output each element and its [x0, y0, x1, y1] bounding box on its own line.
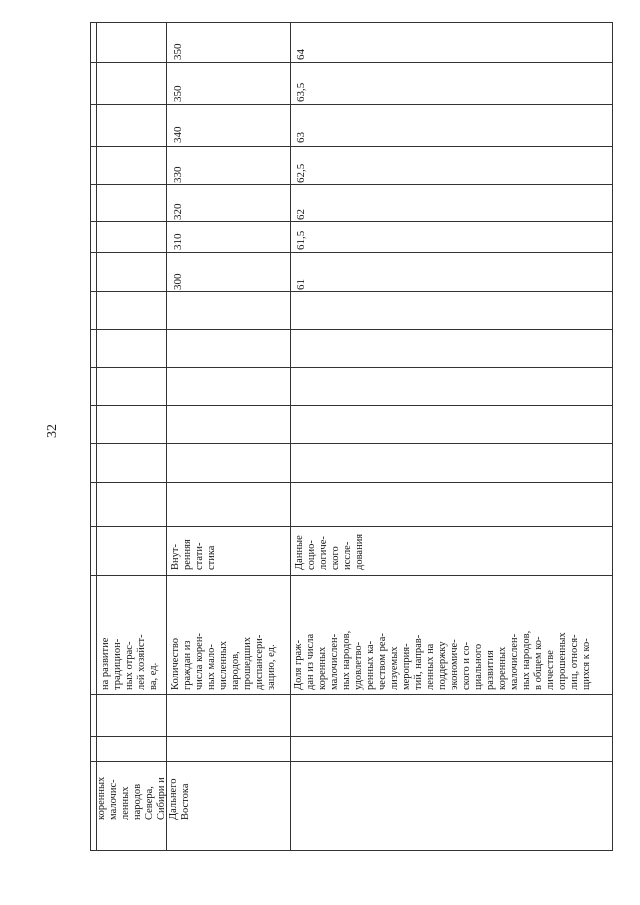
- row3-value: 62,5: [295, 163, 307, 183]
- row3-value: 61,5: [295, 230, 307, 250]
- row-line-4: [90, 184, 613, 185]
- row-line-9: [90, 367, 613, 368]
- row2-value: 310: [172, 233, 184, 250]
- row3-value: 63,5: [295, 82, 307, 102]
- row2-value: 320: [172, 203, 184, 220]
- row-line-8: [90, 329, 613, 330]
- row2-value: 330: [172, 166, 184, 183]
- row-line-17: [90, 761, 613, 762]
- row1-indicator: на развитие традицион- ных отрас- лей хозяйст- ва, ед.: [100, 634, 159, 690]
- row-line-2: [90, 104, 613, 105]
- row-line-16: [90, 736, 613, 737]
- row2-source: Внут- ренняя стати- стика: [170, 539, 217, 570]
- row-line-10: [90, 405, 613, 406]
- row-line-7: [90, 291, 613, 292]
- row-line-15: [90, 694, 613, 695]
- table-border-top: [90, 22, 613, 23]
- row2-value: 300: [172, 273, 184, 290]
- row-line-13: [90, 526, 613, 527]
- table-border-bottom: [90, 850, 613, 851]
- row-line-5: [90, 221, 613, 222]
- row2-value: 350: [172, 43, 184, 60]
- row2-indicator: Количество граждан из числа корен- ных мало- численных народов, прошедших диспансери- зацию, ед.: [170, 633, 277, 690]
- row-line-14: [90, 575, 613, 576]
- row-line-12: [90, 482, 613, 483]
- row3-value: 61: [295, 279, 307, 290]
- row-line-6: [90, 252, 613, 253]
- row3-value: 64: [295, 49, 307, 60]
- row3-value: 63: [295, 132, 307, 143]
- row2-value: 350: [172, 85, 184, 102]
- col-a-title: коренных малочис- ленных народов Севера, Сибири и Дальнего Востока: [96, 776, 191, 820]
- row3-value: 62: [295, 209, 307, 220]
- row-line-11: [90, 443, 613, 444]
- row-line-3: [90, 146, 613, 147]
- page-number: 32: [45, 424, 60, 438]
- row3-indicator: Доля граж- дан из числа коренных малочислен- ных народов, удовлетво- ренных ка- чеством реа- лизуемых мероприя- тий, направ- ленных на поддержку экономиче- ского и со- циального развития коренных малочислен- ных народов, в общем ко- личестве опрошенных лиц, относя- щихся к ко-: [293, 630, 592, 690]
- row-line-1: [90, 62, 613, 63]
- row2-value: 340: [172, 126, 184, 143]
- row3-source: Данные социо- логиче- ского иссле- дования: [294, 533, 365, 570]
